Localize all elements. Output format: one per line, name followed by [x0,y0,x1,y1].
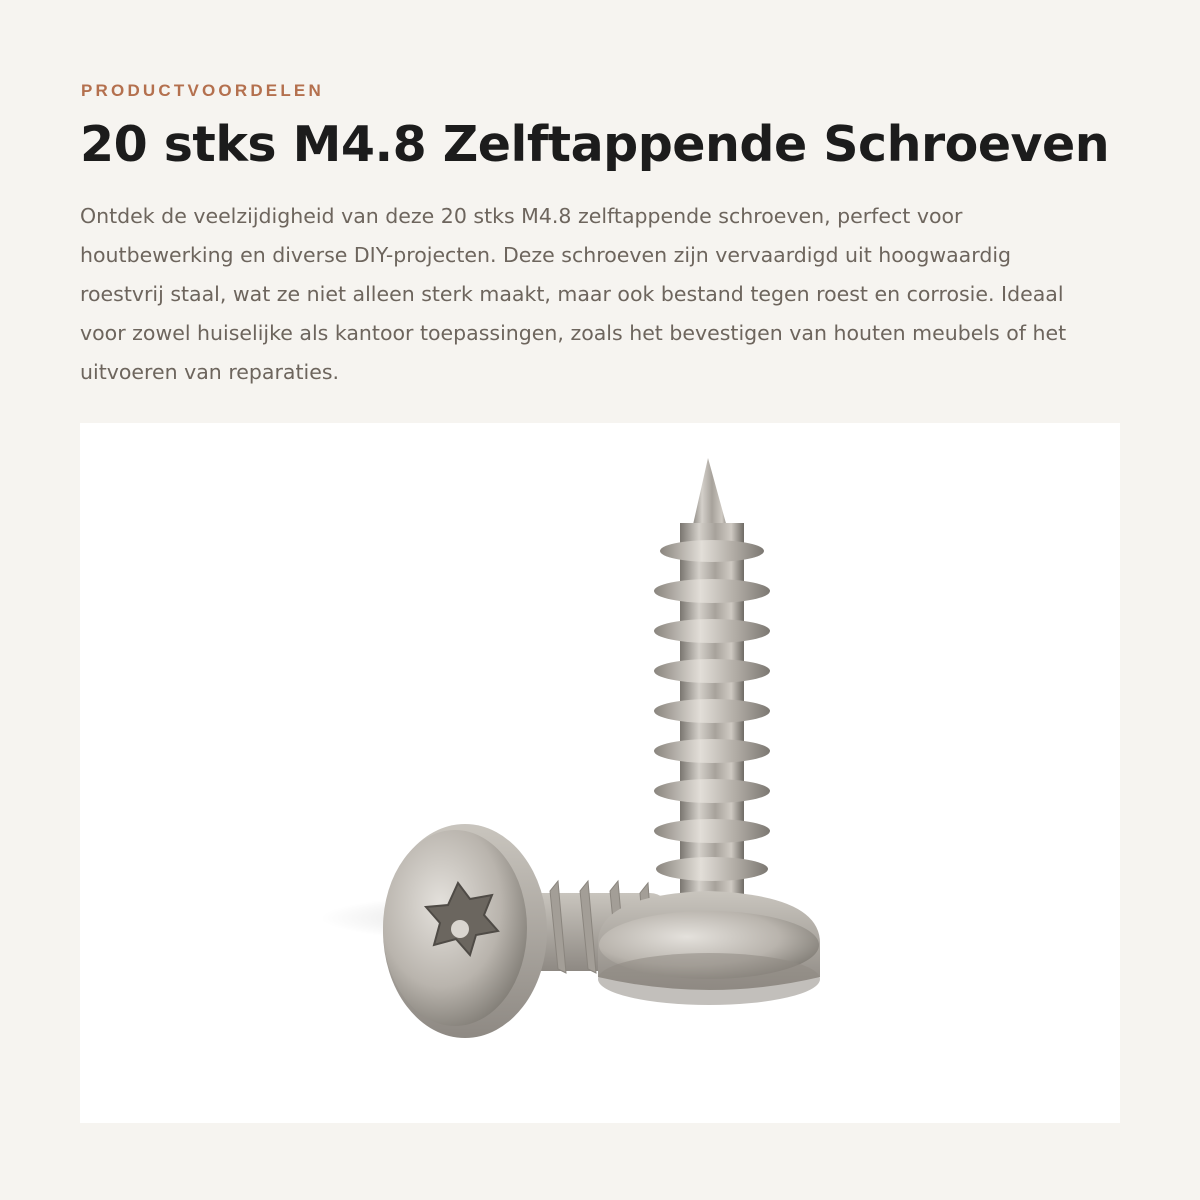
standing-screw [598,458,820,1005]
section-eyebrow: PRODUCTVOORDELEN [81,81,324,100]
screws-illustration [80,423,1120,1123]
product-image [80,423,1120,1123]
product-title: 20 stks M4.8 Zelftappende Schroeven [80,116,1110,173]
product-description: Ontdek de veelzijdigheid van deze 20 stks M4.8 zelftappende schroeven, perfect voor houtbewerking en diverse DIY-projecten. Deze schroeven zijn vervaardigd uit hoogwaardig roestvrij staal, wat ze niet alleen sterk maakt, maar ook bestand tegen roest en corrosie. Ideaal voor zowel huiselijke als kantoor toepassingen, zoals het bevestigen van houten meubels of het uitvoeren van reparaties. [80,204,1067,384]
